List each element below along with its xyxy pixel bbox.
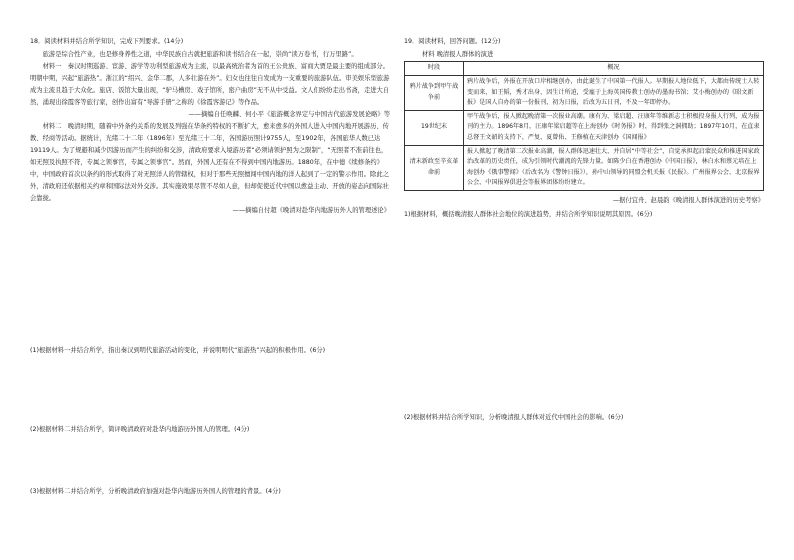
table-cell-overview: 甲午战争后，报人掀起晚清第一次报业高潮。康有为、梁启超、汪康年等维新志士积极投身报人行列，成为报刊的主力。1896年8月，汪康年梁启超等在上海创办《时务报》时，得到张之洞拥助；1897年10月，在直隶总督王文韶的支持下，严复、夏曾佑、王修植在天津创办《国闻报》	[464, 110, 764, 145]
q18-sub-question-3: (3)根据材料二并结合所学，分析晚清政府加强对赴华内地游历外国人的管理的背景。(4分)	[30, 488, 281, 495]
q18-sub-question-2: (2)根据材料二并结合所学，简评晚清政府对赴华内地游历外国人的管理。(4分)	[30, 426, 250, 433]
table-cell-period: 19世纪末	[405, 110, 464, 145]
table-cell-period: 清末新政至辛亥革命前	[405, 145, 464, 190]
q18-source-1: ——摘编自任唤麟、何小平《旅游概念界定与中国古代旅游发展论略》等	[188, 111, 390, 118]
question-18	[30, 36, 390, 217]
column-header-period: 时段	[405, 62, 464, 76]
table-cell-overview: 报人掀起了晚清第二次报业高潮，报人群体迅速壮大，并自居“中等社会”，自觉承担起启蒙民众和推进国家政治改革的历史责任，成为引领时代潮流的先锋力量。如陈少白在香港创办《中国日报》，林白水和蔡元培在上海创办《俄事警闻》（后改名为《警钟日报》），孙中山领导的同盟会机关报《民报》。广州报界公会、北京报界公会、中国报界俱进会等报界团体纷纷建立。	[464, 145, 764, 190]
q18-material-1: 材料一 秦汉时期巡游、宦游、游学等功利型旅游成为主流，以最高统治者为首的王公贵族、富商大贾是最主要的组成部分。明朝中期，兴起“旅游热”。浙江的“绍兴、金华二郡，人多壮游在外”。妇女也往往自发成为一支重要的旅游队伍。审美娱乐型旅游成为主流且趋于大众化。旅店、饭馆大量出现，“驴马槽房、戏子馆所，密户曲房”无不从中受益。文人们纷纷走出书斋，走进大自然，涌现出徐霞客等旅行家，创作出富有“导游手册”之称的《徐霞客游记》等作品。	[30, 63, 390, 106]
q19-source: —据付宜舟、赵晨韵《晚清报人群体演进的历史考察》	[612, 196, 764, 204]
q18-heading: 18．阅读材料并结合所学知识，完成下列要求。(14分)	[30, 38, 184, 45]
table-cell-period: 鸦片战争到甲午战争前	[405, 76, 464, 111]
column-header-overview: 概况	[464, 62, 764, 76]
q18-material-2: 材料二 晚清时期，随着中外条约关系的发展及列强在华条约特权的不断扩大，愈来愈多的外国人进入中国内地开展游历、传教、经商等活动。据统计，光绪二十二年（1896年）至光绪三十二年，各国游历照计9755人，至1902年，各国旅华人数已达19119人。为了规避和减少因游历而产生的纠纷和交涉，清政府要求入境游历者“必须请领护照为之限制”，“无照者不准前往也，如无照及执照不符，专属之领事官，专属之领事官”。然而，外国人还有在不得到中国内地游历。1880年，在中德《续修条约》中，中国政府首次以条约的形式取得了对无照洋人的管辖权，但对于那些无照擅闯中国内地的洋人起到了一定的警示作用。除此之外，清政府还依据相关约章和国际法对外交涉。其实施效果尽管不尽如人意，但却促使近代中国以愈益主动、开放的姿态向国际社会靠拢。	[30, 123, 389, 202]
q19-sub-question-1: 1)根据材料，概括晚清报人群体社会地位的演进趋势，并结合所学知识说明其原因。(6分)	[404, 210, 653, 218]
q18-intro: 旅游是综合性产业，也是修身养性之道，中华民族自古就把旅游和读书结合在一起，崇尚“读万卷书，行万里路”。	[42, 51, 358, 58]
q19-sub-question-2: (2)根据材料并结合所学知识，分析晚清报人群体对近代中国社会的影响。(6分)	[404, 414, 624, 421]
table-row	[405, 76, 764, 111]
q18-source-2: ——摘编自付超《晚清对赴华内地游历外人的管理述论》	[232, 207, 390, 214]
table-row	[405, 145, 764, 190]
table-row	[405, 110, 764, 145]
q19-table-caption: 材料 晚清报人群体的演进	[422, 51, 494, 58]
q19-table	[404, 61, 764, 191]
question-19	[404, 36, 764, 221]
table-header-row	[405, 62, 764, 76]
q18-sub-question-1: (1)根据材料一并结合所学，指出秦汉到明代旅游活动的变化，并说明明代“旅游热”兴起的积极作用。(6分)	[30, 347, 326, 354]
q19-heading: 19．阅读材料，回答问题。(12分)	[404, 38, 501, 45]
table-cell-overview: 鸦片战争后，外报在开放口岸相继创办，由此诞生了中国第一代报人。早期报人地位低下，大都由传统士人转变而来，如王韬，秀才出身，因生计所迫，受雇于上海英国传教士创办的墨海书馆；艾小梅创办的《昭文新报》是国人自办的第一份报刊，初为日报，后改为五日刊，不及一年即停办。	[464, 76, 764, 111]
